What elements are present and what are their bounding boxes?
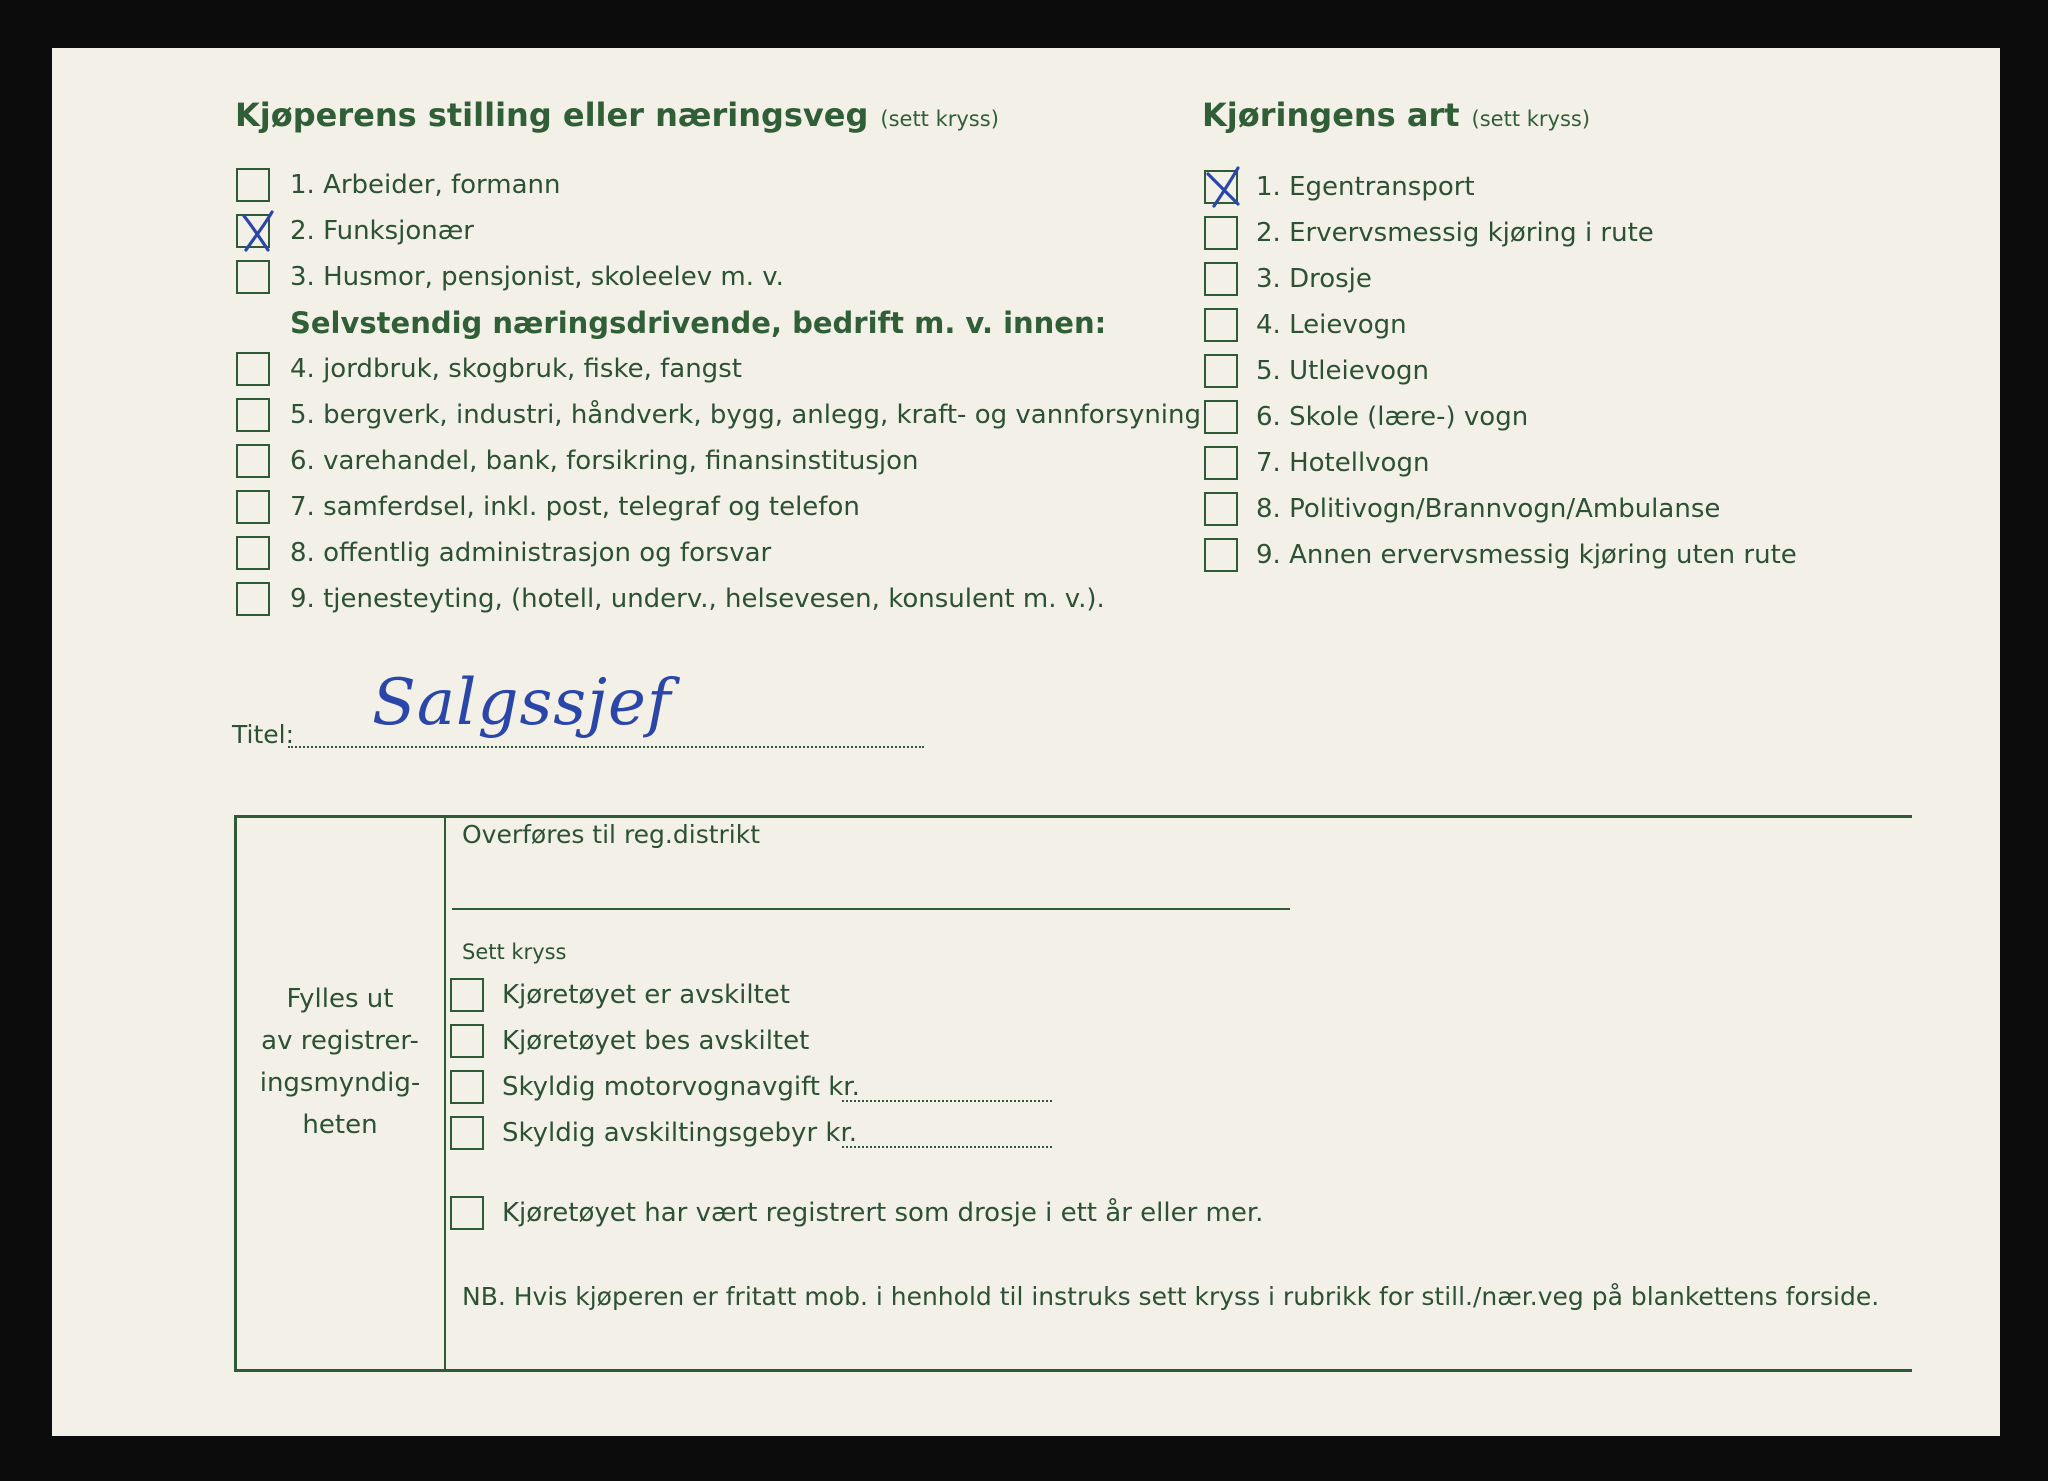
form-sheet — [52, 48, 2000, 1436]
occupation-checkbox-6[interactable] — [236, 444, 270, 478]
registry-box-top-border — [234, 815, 1912, 818]
occupation-checkbox-3[interactable] — [236, 260, 270, 294]
buyer-occupation-note: (sett kryss) — [880, 107, 999, 131]
self-employed-subheading: Selvstendig næringsdrivende, bedrift m. v. innen: — [290, 306, 1107, 340]
registry-side-line-1: Fylles ut — [286, 984, 394, 1014]
driving-checkbox-5[interactable] — [1204, 354, 1238, 388]
driving-label-4: 4. Leievogn — [1256, 310, 1407, 340]
sett-kryss-label: Sett kryss — [462, 940, 567, 964]
registry-side-line-3: ingsmyndig- — [259, 1068, 421, 1098]
title-field-line — [288, 746, 924, 748]
registry-label-2: Kjøretøyet bes avskiltet — [502, 1026, 810, 1056]
occupation-label-1: 1. Arbeider, formann — [290, 170, 561, 200]
driving-type-note: (sett kryss) — [1471, 107, 1591, 131]
occupation-label-8: 8. offentlig administrasjon og forsvar — [290, 538, 772, 568]
occupation-label-9: 9. tjenesteyting, (hotell, underv., helsevesen, konsulent m. v.). — [290, 584, 1105, 614]
transfer-district-line — [452, 908, 1290, 910]
registry-label-3: Skyldig motorvognavgift kr. — [502, 1072, 860, 1102]
driving-label-1: 1. Egentransport — [1256, 172, 1475, 202]
registry-side-line-2: av registrer- — [261, 1026, 419, 1056]
driving-checkbox-6[interactable] — [1204, 400, 1238, 434]
driving-label-3: 3. Drosje — [1256, 264, 1372, 294]
occupation-label-2: 2. Funksjonær — [290, 216, 474, 246]
registry-box-divider — [444, 815, 446, 1371]
driving-label-8: 8. Politivogn/Brannvogn/Ambulanse — [1256, 494, 1721, 524]
registry-checkbox-2[interactable] — [450, 1024, 484, 1058]
driving-checkbox-8[interactable] — [1204, 492, 1238, 526]
registry-checkbox-1[interactable] — [450, 978, 484, 1012]
occupation-label-3: 3. Husmor, pensjonist, skoleelev m. v. — [290, 262, 784, 292]
registry-checkbox-4[interactable] — [450, 1116, 484, 1150]
occupation-checkbox-7[interactable] — [236, 490, 270, 524]
occupation-checkbox-4[interactable] — [236, 352, 270, 386]
drosje-label: Kjøretøyet har vært registrert som drosje i ett år eller mer. — [502, 1198, 1264, 1228]
motor-fee-amount-line[interactable] — [842, 1100, 1052, 1102]
driving-checkbox-3[interactable] — [1204, 262, 1238, 296]
occupation-checkbox-1[interactable] — [236, 168, 270, 202]
nb-note: NB. Hvis kjøperen er fritatt mob. i henhold til instruks sett kryss i rubrikk for still./nær.veg på blankettens forside. — [462, 1282, 1880, 1311]
driving-label-2: 2. Ervervsmessig kjøring i rute — [1256, 218, 1654, 248]
driving-label-5: 5. Utleievogn — [1256, 356, 1430, 386]
driving-label-6: 6. Skole (lære-) vogn — [1256, 402, 1529, 432]
occupation-label-7: 7. samferdsel, inkl. post, telegraf og telefon — [290, 492, 860, 522]
driving-check-mark-1 — [1204, 164, 1248, 210]
occupation-checkbox-9[interactable] — [236, 582, 270, 616]
occupation-check-mark-2 — [238, 208, 282, 254]
driving-checkbox-4[interactable] — [1204, 308, 1238, 342]
occupation-checkbox-5[interactable] — [236, 398, 270, 432]
occupation-checkbox-8[interactable] — [236, 536, 270, 570]
drosje-checkbox[interactable] — [450, 1196, 484, 1230]
plate-fee-amount-line[interactable] — [842, 1146, 1052, 1148]
driving-checkbox-7[interactable] — [1204, 446, 1238, 480]
title-field-value[interactable]: Salgssjef — [372, 666, 672, 740]
driving-checkbox-2[interactable] — [1204, 216, 1238, 250]
driving-checkbox-9[interactable] — [1204, 538, 1238, 572]
registry-side-label — [238, 978, 442, 1146]
registry-label-1: Kjøretøyet er avskiltet — [502, 980, 790, 1010]
registry-box-left-border — [234, 815, 237, 1371]
registry-side-line-4: heten — [302, 1110, 378, 1140]
registry-box-bottom-border — [234, 1369, 1912, 1372]
driving-type-heading — [1202, 96, 1590, 134]
occupation-label-4: 4. jordbruk, skogbruk, fiske, fangst — [290, 354, 742, 384]
driving-type-title: Kjøringens art — [1202, 96, 1460, 134]
transfer-district-label: Overføres til reg.distrikt — [462, 820, 761, 849]
driving-label-7: 7. Hotellvogn — [1256, 448, 1430, 478]
occupation-label-6: 6. varehandel, bank, forsikring, finansinstitusjon — [290, 446, 919, 476]
buyer-occupation-heading — [235, 96, 999, 134]
buyer-occupation-title: Kjøperens stilling eller næringsveg — [235, 96, 869, 134]
driving-label-9: 9. Annen ervervsmessig kjøring uten rute — [1256, 540, 1797, 570]
occupation-label-5: 5. bergverk, industri, håndverk, bygg, anlegg, kraft- og vannforsyning — [290, 400, 1202, 430]
registry-label-4: Skyldig avskiltingsgebyr kr. — [502, 1118, 858, 1148]
title-field-label: Titel: — [232, 720, 294, 749]
registry-checkbox-3[interactable] — [450, 1070, 484, 1104]
